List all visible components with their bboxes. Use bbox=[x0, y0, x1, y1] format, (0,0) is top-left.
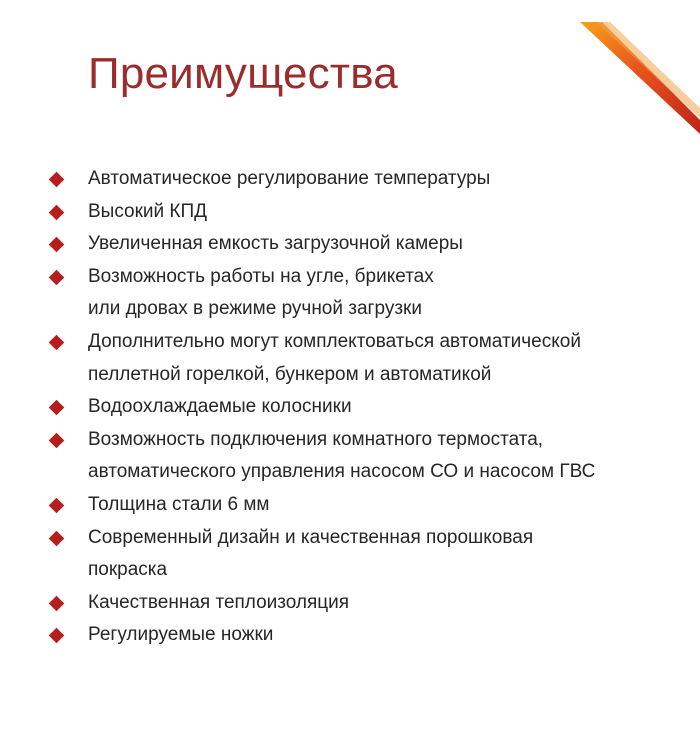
benefit-text: Водоохлаждаемые колосники bbox=[88, 396, 352, 418]
benefits-list bbox=[48, 163, 648, 652]
diamond-bullet-icon bbox=[49, 432, 65, 448]
benefit-text: пеллетной горелкой, бункером и автоматикой bbox=[88, 363, 492, 385]
benefit-text: или дровах в режиме ручной загрузки bbox=[88, 298, 422, 320]
benefit-item bbox=[48, 391, 648, 424]
benefit-item bbox=[48, 489, 648, 522]
diamond-bullet-icon bbox=[49, 400, 65, 416]
benefit-text: покраска bbox=[88, 559, 168, 581]
benefit-text: Увеличенная емкость загрузочной камеры bbox=[88, 233, 463, 255]
benefit-text: Высокий КПД bbox=[88, 200, 208, 222]
benefit-text: автоматического управления насосом СО и насосом ГВС bbox=[88, 461, 596, 483]
diamond-bullet-icon bbox=[49, 270, 65, 286]
benefit-text: Возможность подключения комнатного термостата, bbox=[88, 428, 544, 450]
benefit-item bbox=[48, 261, 648, 326]
benefit-item bbox=[48, 619, 648, 652]
diamond-bullet-icon bbox=[49, 628, 65, 644]
benefit-text: Толщина стали 6 мм bbox=[88, 493, 270, 515]
benefit-item bbox=[48, 228, 648, 261]
benefit-item bbox=[48, 522, 648, 587]
diamond-bullet-icon bbox=[49, 498, 65, 514]
benefit-text: Регулируемые ножки bbox=[88, 624, 274, 646]
diamond-bullet-icon bbox=[49, 530, 65, 546]
benefit-item bbox=[48, 163, 648, 196]
diamond-bullet-icon bbox=[49, 335, 65, 351]
benefit-text: Качественная теплоизоляция bbox=[88, 591, 350, 613]
corner-stripe-decoration bbox=[580, 22, 700, 142]
diamond-bullet-icon bbox=[49, 237, 65, 253]
corner-stripe-graphic bbox=[580, 22, 700, 142]
benefit-text: Современный дизайн и качественная порошковая bbox=[88, 526, 534, 548]
slide-title: Преимущества bbox=[88, 49, 398, 98]
benefit-item bbox=[48, 326, 648, 391]
diamond-bullet-icon bbox=[49, 172, 65, 188]
diamond-bullet-icon bbox=[49, 595, 65, 611]
benefit-text: Возможность работы на угле, брикетах bbox=[88, 265, 434, 287]
benefit-item bbox=[48, 587, 648, 620]
diamond-bullet-icon bbox=[49, 204, 65, 220]
benefit-text: Дополнительно могут комплектоваться автоматической bbox=[88, 330, 581, 352]
benefit-text: Автоматическое регулирование температуры bbox=[88, 168, 491, 189]
benefit-item bbox=[48, 196, 648, 229]
benefit-item bbox=[48, 424, 648, 489]
